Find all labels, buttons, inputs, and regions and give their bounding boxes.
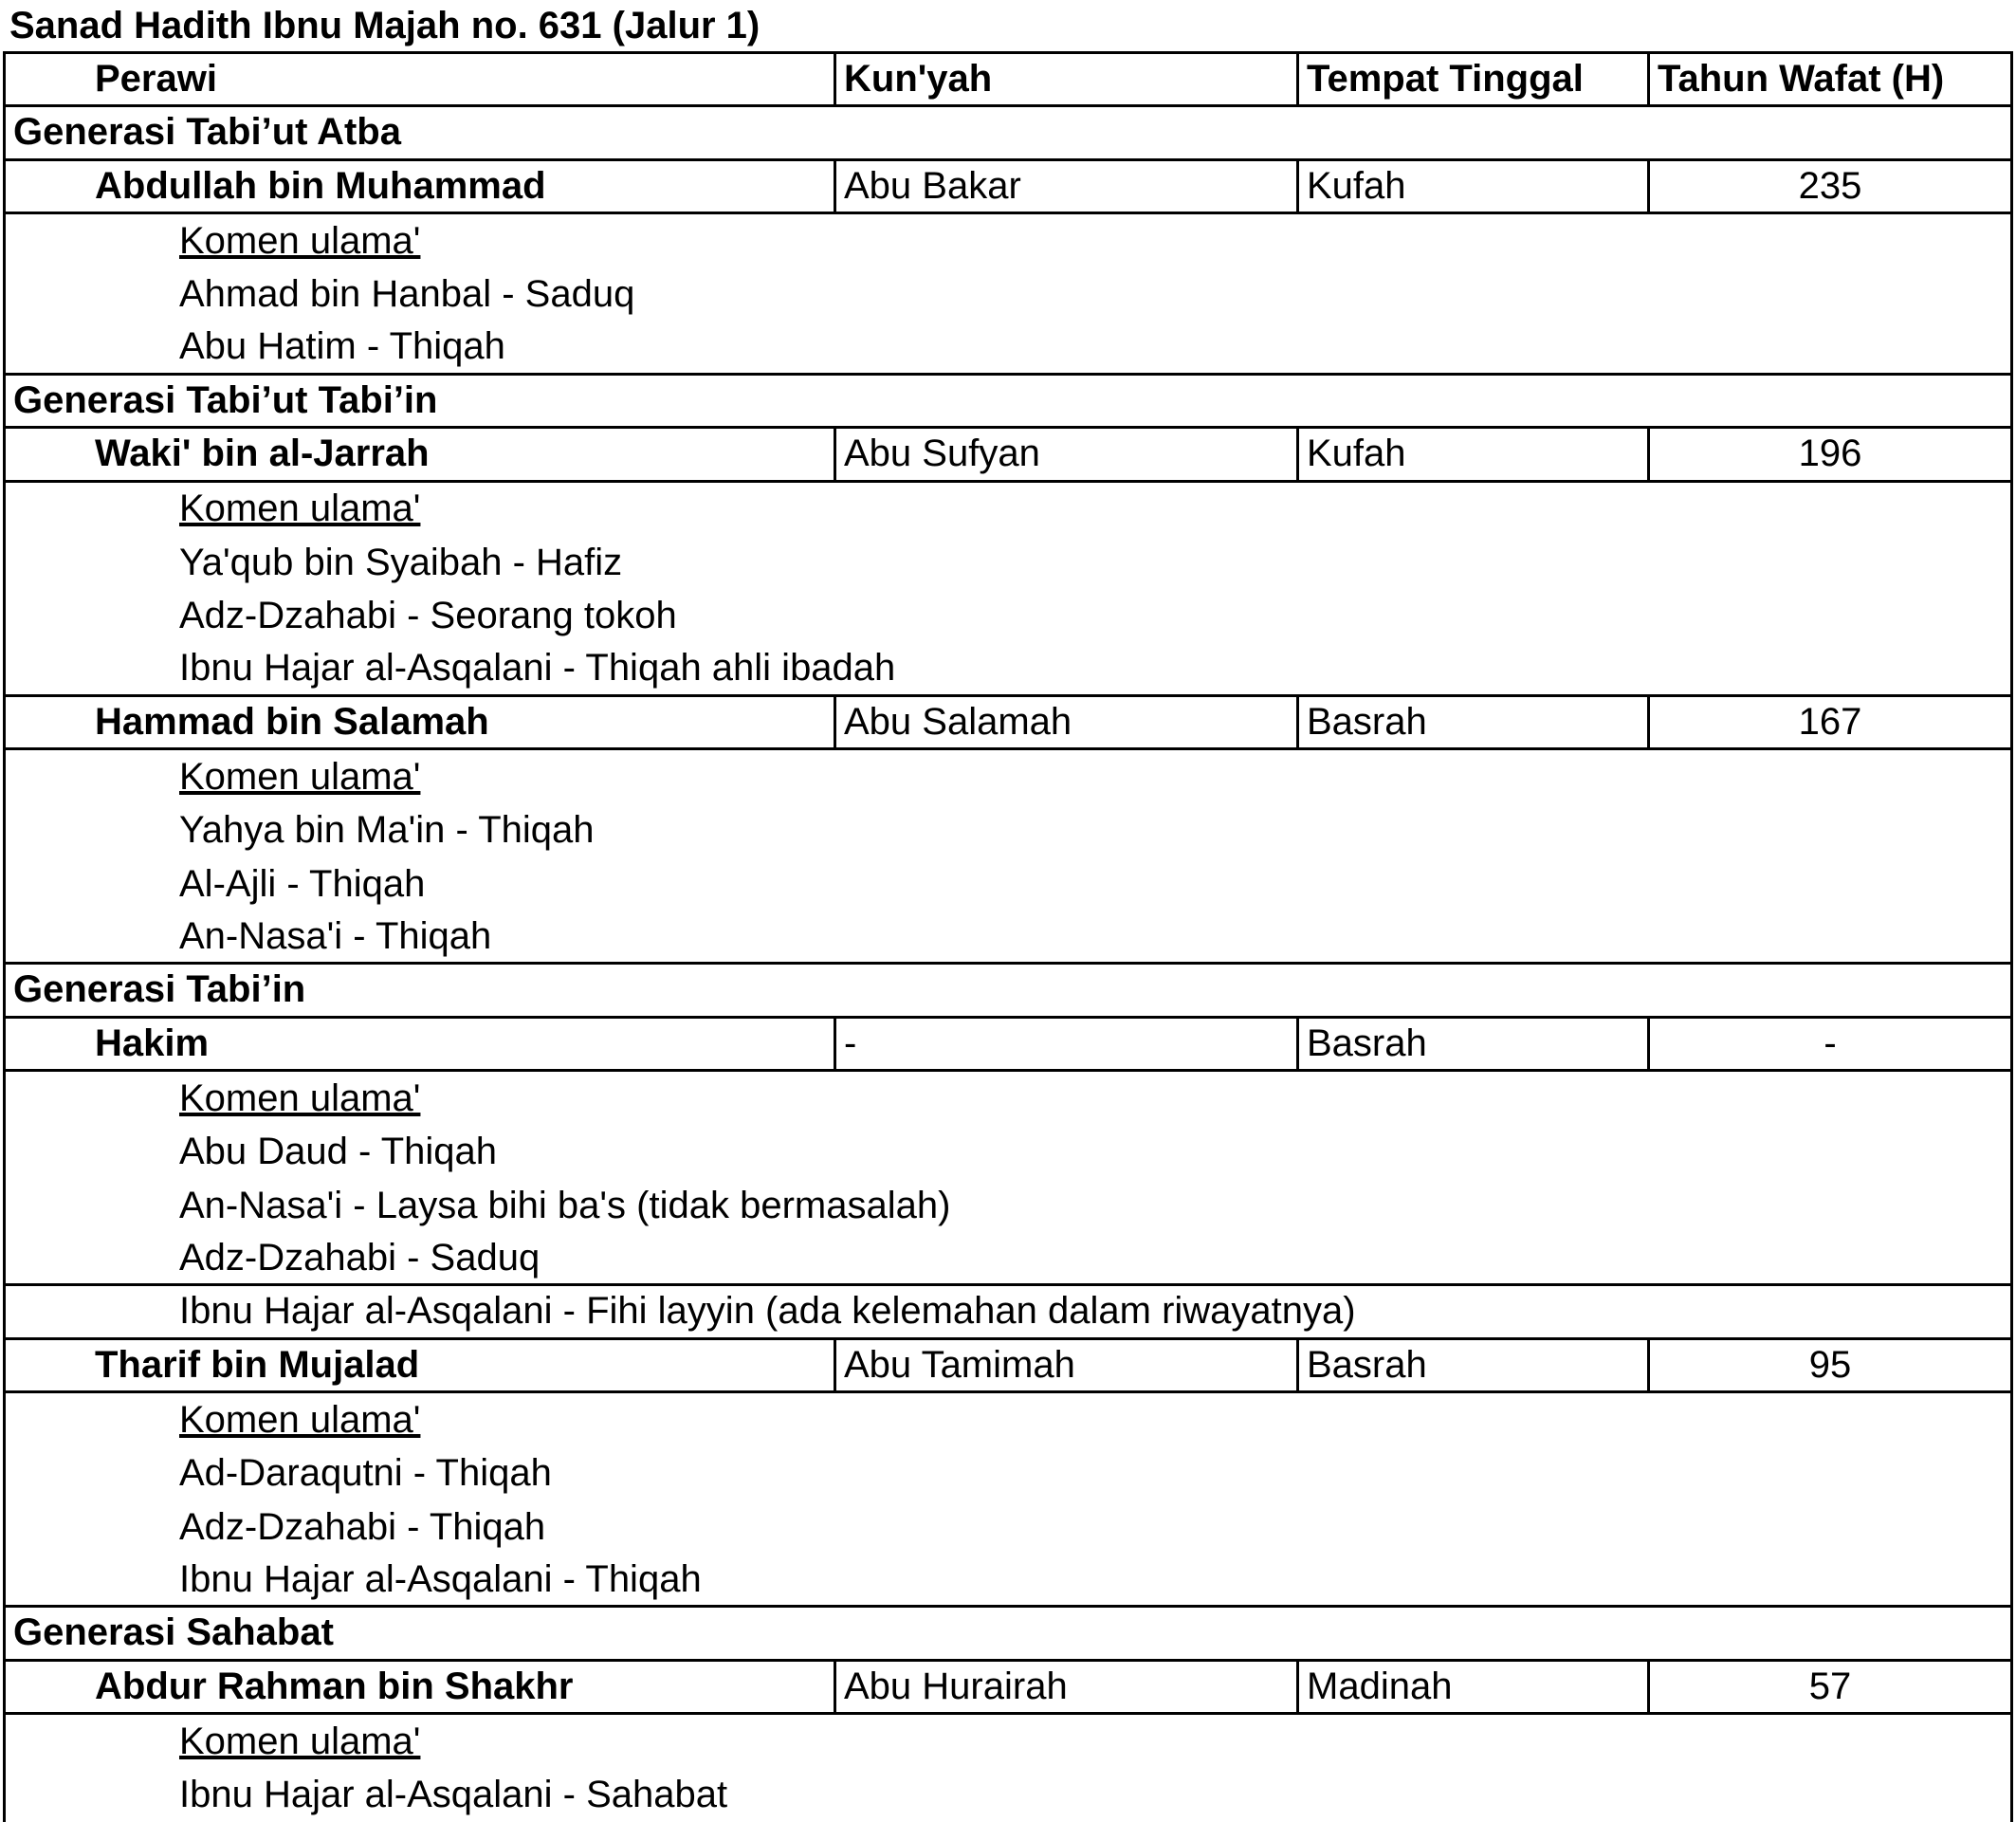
header-row — [6, 54, 2010, 107]
narrator-kunyah: Abu Bakar — [834, 161, 1296, 212]
narrator-name: Tharif bin Mujalad — [6, 1340, 834, 1391]
header-kunyah: Kun'yah — [834, 54, 1296, 104]
generation-label: Generasi Tabi’ut Atba — [6, 107, 2010, 158]
generation-label: Generasi Sahabat — [6, 1608, 2010, 1659]
comment-heading: Komen ulama' — [6, 750, 2010, 804]
narrator-name: Hammad bin Salamah — [6, 697, 834, 748]
comment-heading: Komen ulama' — [6, 1393, 2010, 1447]
narrator-death-year: 196 — [1647, 429, 2010, 480]
narrator-place: Basrah — [1296, 697, 1647, 748]
comment-heading: Komen ulama' — [6, 214, 2010, 268]
header-tahun-wafat: Tahun Wafat (H) — [1647, 54, 2010, 104]
scholar-comment: Adz-Dzahabi - Thiqah — [6, 1500, 2010, 1555]
narrator-row — [6, 697, 2010, 751]
narrator-row — [6, 1662, 2010, 1716]
narrator-row — [6, 429, 2010, 483]
narrator-name: Abdullah bin Muhammad — [6, 161, 834, 212]
narrator-place: Basrah — [1296, 1340, 1647, 1391]
sanad-table — [3, 51, 2013, 1822]
comment-heading-row — [6, 1715, 2010, 1769]
comment-heading-row — [6, 214, 2010, 268]
narrator-place: Madinah — [1296, 1662, 1647, 1713]
narrator-row — [6, 1340, 2010, 1394]
comment-row — [6, 911, 2010, 966]
scholar-comment: Ibnu Hajar al-Asqalani - Fihi layyin (ada kelemahan dalam riwayatnya) — [6, 1286, 2010, 1337]
scholar-comment: Al-Ajli - Thiqah — [6, 857, 2010, 911]
comment-row — [6, 1447, 2010, 1501]
narrator-death-year: 167 — [1647, 697, 2010, 748]
comment-row — [6, 1769, 2010, 1822]
narrator-row — [6, 161, 2010, 215]
narrator-row — [6, 1019, 2010, 1073]
comment-row — [6, 1233, 2010, 1287]
header-tempat-tinggal: Tempat Tinggal — [1296, 54, 1647, 104]
scholar-comment: An-Nasa'i - Thiqah — [6, 911, 2010, 963]
scholar-comment: Ya'qub bin Syaibah - Hafiz — [6, 536, 2010, 590]
generation-label: Generasi Tabi’ut Tabi’in — [6, 376, 2010, 427]
scholar-comment: Abu Daud - Thiqah — [6, 1126, 2010, 1180]
narrator-kunyah: Abu Salamah — [834, 697, 1296, 748]
generation-row — [6, 1608, 2010, 1662]
comment-row — [6, 1286, 2010, 1340]
header-perawi: Perawi — [6, 54, 834, 104]
narrator-name: Hakim — [6, 1019, 834, 1070]
comment-heading: Komen ulama' — [6, 1715, 2010, 1769]
comment-row — [6, 804, 2010, 858]
generation-label: Generasi Tabi’in — [6, 965, 2010, 1016]
narrator-name: Abdur Rahman bin Shakhr — [6, 1662, 834, 1713]
scholar-comment: Abu Hatim - Thiqah — [6, 322, 2010, 373]
narrator-death-year: 235 — [1647, 161, 2010, 212]
scholar-comment: Ad-Daraqutni - Thiqah — [6, 1447, 2010, 1501]
scholar-comment: Ibnu Hajar al-Asqalani - Thiqah ahli ibadah — [6, 643, 2010, 694]
scholar-comment: Adz-Dzahabi - Seorang tokoh — [6, 590, 2010, 644]
comment-heading: Komen ulama' — [6, 483, 2010, 537]
comment-row — [6, 1500, 2010, 1555]
comment-row — [6, 590, 2010, 644]
comment-row — [6, 536, 2010, 590]
comment-row — [6, 1126, 2010, 1180]
narrator-place: Kufah — [1296, 161, 1647, 212]
comment-row — [6, 1179, 2010, 1233]
generation-row — [6, 376, 2010, 430]
scholar-comment: Adz-Dzahabi - Saduq — [6, 1233, 2010, 1284]
generation-row — [6, 965, 2010, 1019]
narrator-death-year: 95 — [1647, 1340, 2010, 1391]
comment-heading-row — [6, 750, 2010, 804]
comment-heading-row — [6, 483, 2010, 537]
comment-row — [6, 643, 2010, 697]
document-title: Sanad Hadith Ibnu Majah no. 631 (Jalur 1) — [9, 0, 760, 51]
scholar-comment: An-Nasa'i - Laysa bihi ba's (tidak bermasalah) — [6, 1179, 2010, 1233]
comment-row — [6, 1555, 2010, 1609]
narrator-kunyah: Abu Sufyan — [834, 429, 1296, 480]
narrator-kunyah: Abu Hurairah — [834, 1662, 1296, 1713]
comment-row — [6, 268, 2010, 322]
comment-row — [6, 857, 2010, 911]
comment-row — [6, 322, 2010, 376]
narrator-place: Basrah — [1296, 1019, 1647, 1070]
narrator-place: Kufah — [1296, 429, 1647, 480]
narrator-death-year: 57 — [1647, 1662, 2010, 1713]
scholar-comment: Ibnu Hajar al-Asqalani - Thiqah — [6, 1555, 2010, 1606]
comment-heading: Komen ulama' — [6, 1072, 2010, 1126]
comment-heading-row — [6, 1393, 2010, 1447]
narrator-kunyah: Abu Tamimah — [834, 1340, 1296, 1391]
narrator-death-year: - — [1647, 1019, 2010, 1070]
scholar-comment: Ahmad bin Hanbal - Saduq — [6, 268, 2010, 322]
scholar-comment: Ibnu Hajar al-Asqalani - Sahabat — [6, 1769, 2010, 1822]
narrator-kunyah: - — [834, 1019, 1296, 1070]
narrator-name: Waki' bin al-Jarrah — [6, 429, 834, 480]
comment-heading-row — [6, 1072, 2010, 1126]
generation-row — [6, 107, 2010, 161]
scholar-comment: Yahya bin Ma'in - Thiqah — [6, 804, 2010, 858]
